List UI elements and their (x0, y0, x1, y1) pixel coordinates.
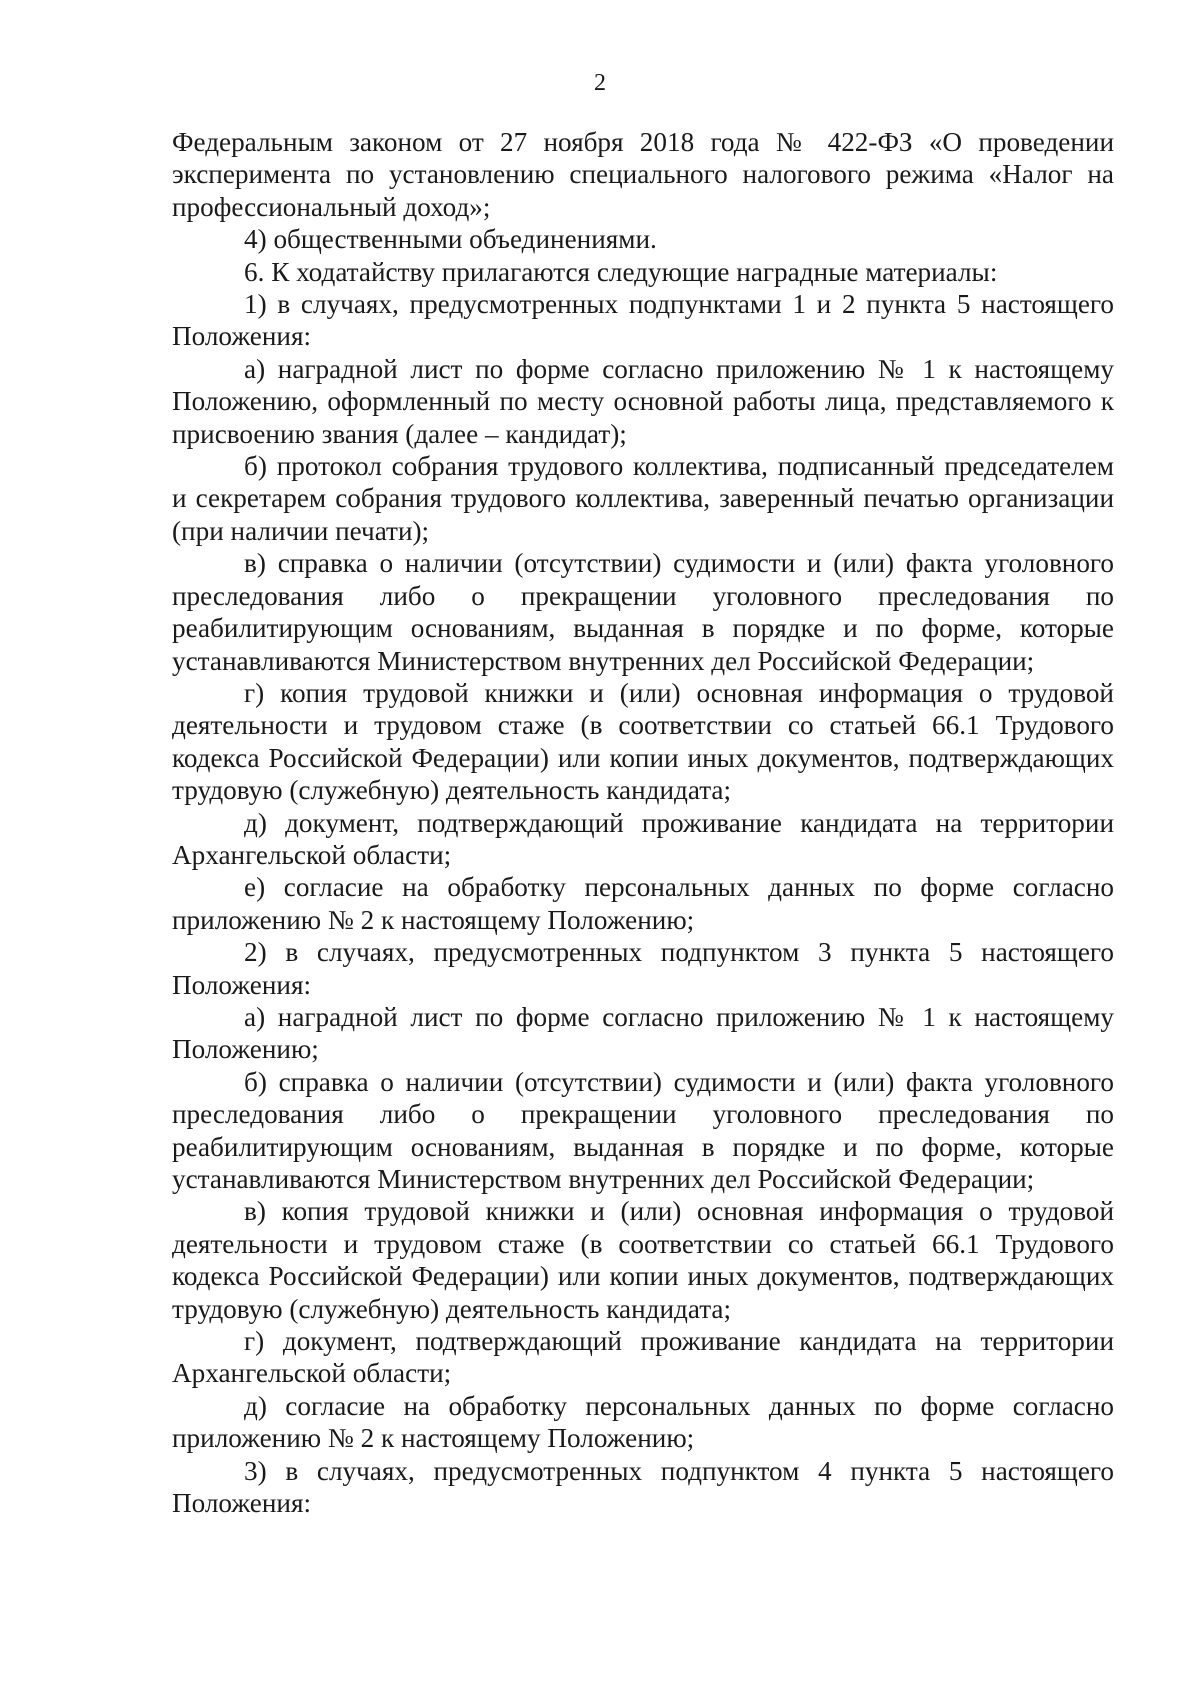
paragraph: г) документ, подтверждающий проживание кандидата на территории Архангельской области; (172, 1326, 1114, 1389)
paragraph: в) копия трудовой книжки и (или) основная информация о трудовой деятельности и трудовом стаже (в соответствии со статьей 66.1 Трудового кодекса Российской Федерации) или копии иных документов, подтверждающих трудовую (служебную) деятельность кандидата; (172, 1196, 1114, 1324)
paragraph: г) копия трудовой книжки и (или) основная информация о трудовой деятельности и трудовом стаже (в соответствии со статьей 66.1 Трудового кодекса Российской Федерации) или копии иных документов, подтверждающих трудовую (служебную) деятельность кандидата; (172, 677, 1114, 806)
paragraph: д) согласие на обработку персональных данных по форме согласно приложению № 2 к настоящему Положению; (172, 1390, 1114, 1454)
paragraph: е) согласие на обработку персональных данных по форме согласно приложению № 2 к настоящему Положению; (172, 872, 1114, 935)
paragraph: в) справка о наличии (отсутствии) судимости и (или) факта уголовного преследования либо о прекращении уголовного преследования по реабилитирующим основаниям, выданная в порядке и по форме, которые устанавливаются Министерством внутренних дел Российской Федерации; (172, 548, 1114, 676)
paragraph: а) наградной лист по форме согласно приложению № 1 к настоящему Положению, оформленный по месту основной работы лица, представляемого к присвоению звания (далее – кандидат); (172, 353, 1114, 449)
page-number: 2 (594, 70, 606, 96)
paragraph: б) протокол собрания трудового коллектива, подписанный председателем и секретарем собрания трудового коллектива, заверенный печатью организации (при наличии печати); (172, 451, 1114, 546)
paragraph: б) справка о наличии (отсутствии) судимости и (или) факта уголовного преследования либо о прекращении уголовного преследования по реабилитирующим основаниям, выданная в порядке и по форме, которые устанавливаются Министерством внутренних дел Российской Федерации; (172, 1066, 1114, 1194)
paragraph: 6. К ходатайству прилагаются следующие наградные материалы: (244, 256, 998, 287)
paragraph: 2) в случаях, предусмотренных подпунктом 3 пункта 5 настоящего Положения: (172, 937, 1114, 1000)
document-body (172, 126, 1114, 1519)
paragraph: Федеральным законом от 27 ноября 2018 года № 422-ФЗ «О проведении эксперимента по установлению специального налогового режима «Налог на профессиональный доход»; (172, 127, 1114, 222)
paragraph: д) документ, подтверждающий проживание кандидата на территории Архангельской области; (172, 807, 1114, 870)
paragraph: 1) в случаях, предусмотренных подпунктами 1 и 2 пункта 5 настоящего Положения: (172, 289, 1114, 352)
paragraph: 4) общественными объединениями. (244, 224, 657, 255)
paragraph: 3) в случаях, предусмотренных подпунктом 4 пункта 5 настоящего Положения: (172, 1455, 1114, 1519)
paragraph: а) наградной лист по форме согласно приложению № 1 к настоящему Положению; (172, 1001, 1114, 1065)
